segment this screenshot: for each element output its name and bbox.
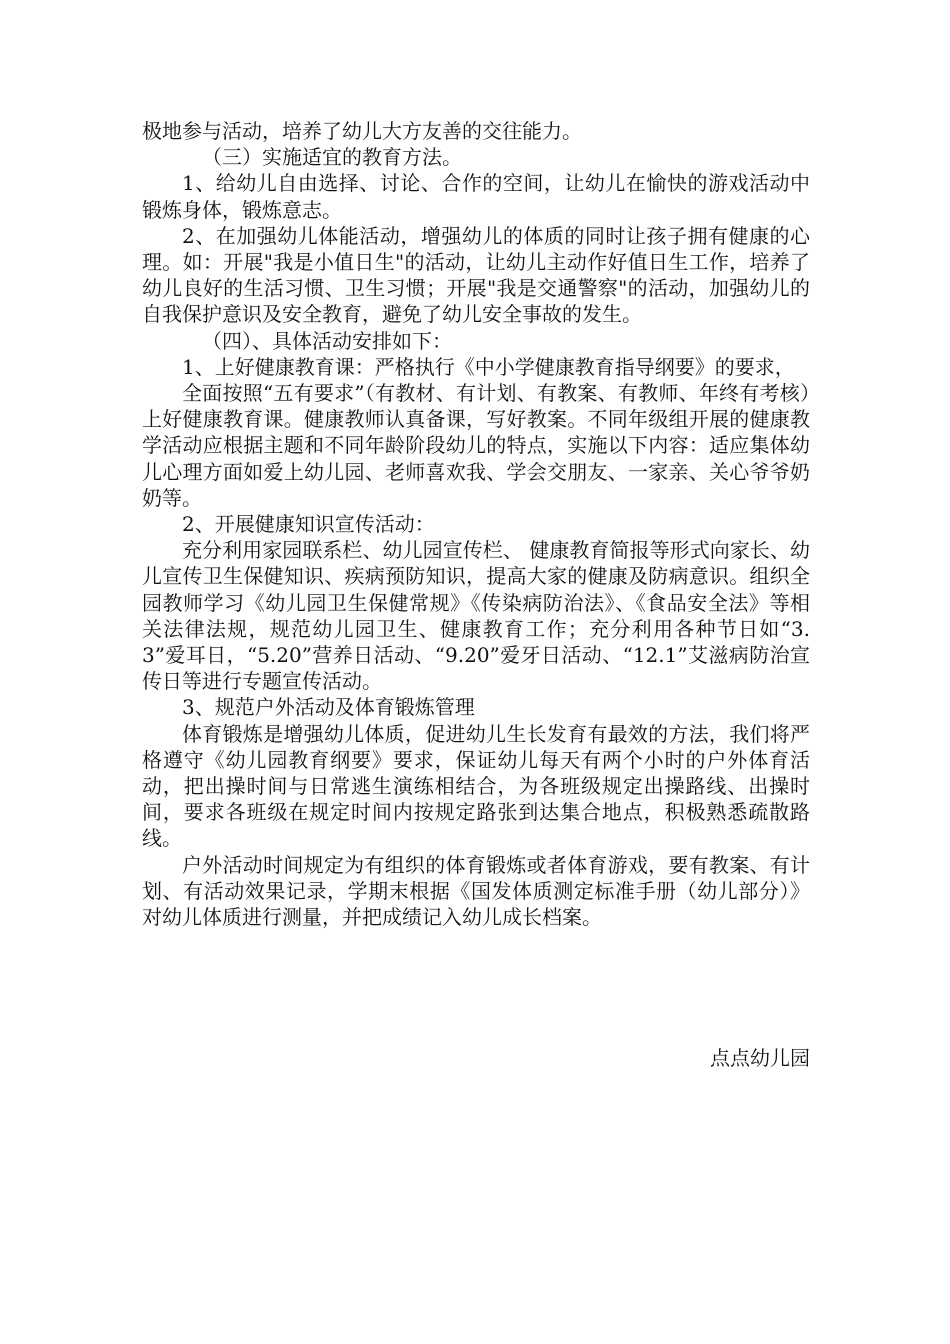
document-body [142, 118, 810, 930]
paragraph-exercise-detail: 体育锻炼是增强幼儿体质，促进幼儿生长发育有最效的方法，我们将严格遵守《幼儿园教育纲要》要求，保证幼儿每天有两个小时的户外体育活动，把出操时间与日常逃生演练相结合，为各班级规定出操路线、出操时间，要求各班级在规定时间内按规定路张到达集合地点，积极熟悉疏散路线。 [142, 721, 810, 851]
paragraph-item-1: 1、给幼儿自由选择、讨论、合作的空间，让幼儿在愉快的游戏活动中锻炼身体，锻炼意志。 [142, 171, 810, 222]
paragraph-health-class: 1、上好健康教育课：严格执行《中小学健康教育指导纲要》的要求， [182, 354, 795, 379]
paragraph-five-requirements: 全面按照“五有要求”（有教材、有计划、有教案、有教师、年终有考核）上好健康教育课。健康教师认真备课，写好教案。不同年级组开展的健康教学活动应根据主题和不同年龄阶段幼儿的特点，实施以下内容：适应集体幼儿心理方面如爱上幼儿园、老师喜欢我、学会交朋友、一家亲、关心爷爷奶奶等。 [142, 381, 810, 510]
paragraph-continuation: 极地参与活动，培养了幼儿大方友善的交往能力。 [142, 119, 582, 143]
paragraph-outdoor-detail: 户外活动时间规定为有组织的体育锻炼或者体育游戏，要有教案、有计划、有活动效果记录，学期末根据《国发体质测定标准手册（幼儿部分）》对幼儿体质进行测量，并把成绩记入幼儿成长档案。 [142, 852, 810, 930]
paragraph-publicity-heading: 2、开展健康知识宣传活动： [182, 512, 435, 537]
paragraph-item-2: 2、在加强幼儿体能活动，增强幼儿的体质的同时让孩子拥有健康的心理。如：开展"我是小值日生"的活动，让幼儿主动作好值日生工作，培养了幼儿良好的生活习惯、卫生习惯；开展"我是交通警察"的活动，加强幼儿的自我保护意识及安全教育，避免了幼儿安全事故的发生。 [142, 223, 810, 327]
paragraph-publicity-detail: 充分利用家园联系栏、幼儿园宣传栏、 健康教育简报等形式向家长、幼儿宣传卫生保健知识、疾病预防知识，提高大家的健康及防病意识。组织全园教师学习《幼儿园卫生保健常规》《传染病防治法》、《食品安全法》等相关法律法规，规范幼儿园卫生、健康教育工作；充分利用各种节日如“3.3”爱耳日，“5.20”营养日活动、“9.20”爱牙日活动、“12.1”艾滋病防治宣传日等进行专题宣传活动。 [142, 538, 810, 694]
section-heading-four: （四）、具体活动安排如下： [202, 328, 452, 353]
paragraph-outdoor-heading: 3、规范户外活动及体育锻炼管理 [182, 695, 475, 720]
section-heading-three: （三）实施适宜的教育方法。 [202, 145, 462, 170]
signature: 点点幼儿园 [710, 1046, 810, 1070]
